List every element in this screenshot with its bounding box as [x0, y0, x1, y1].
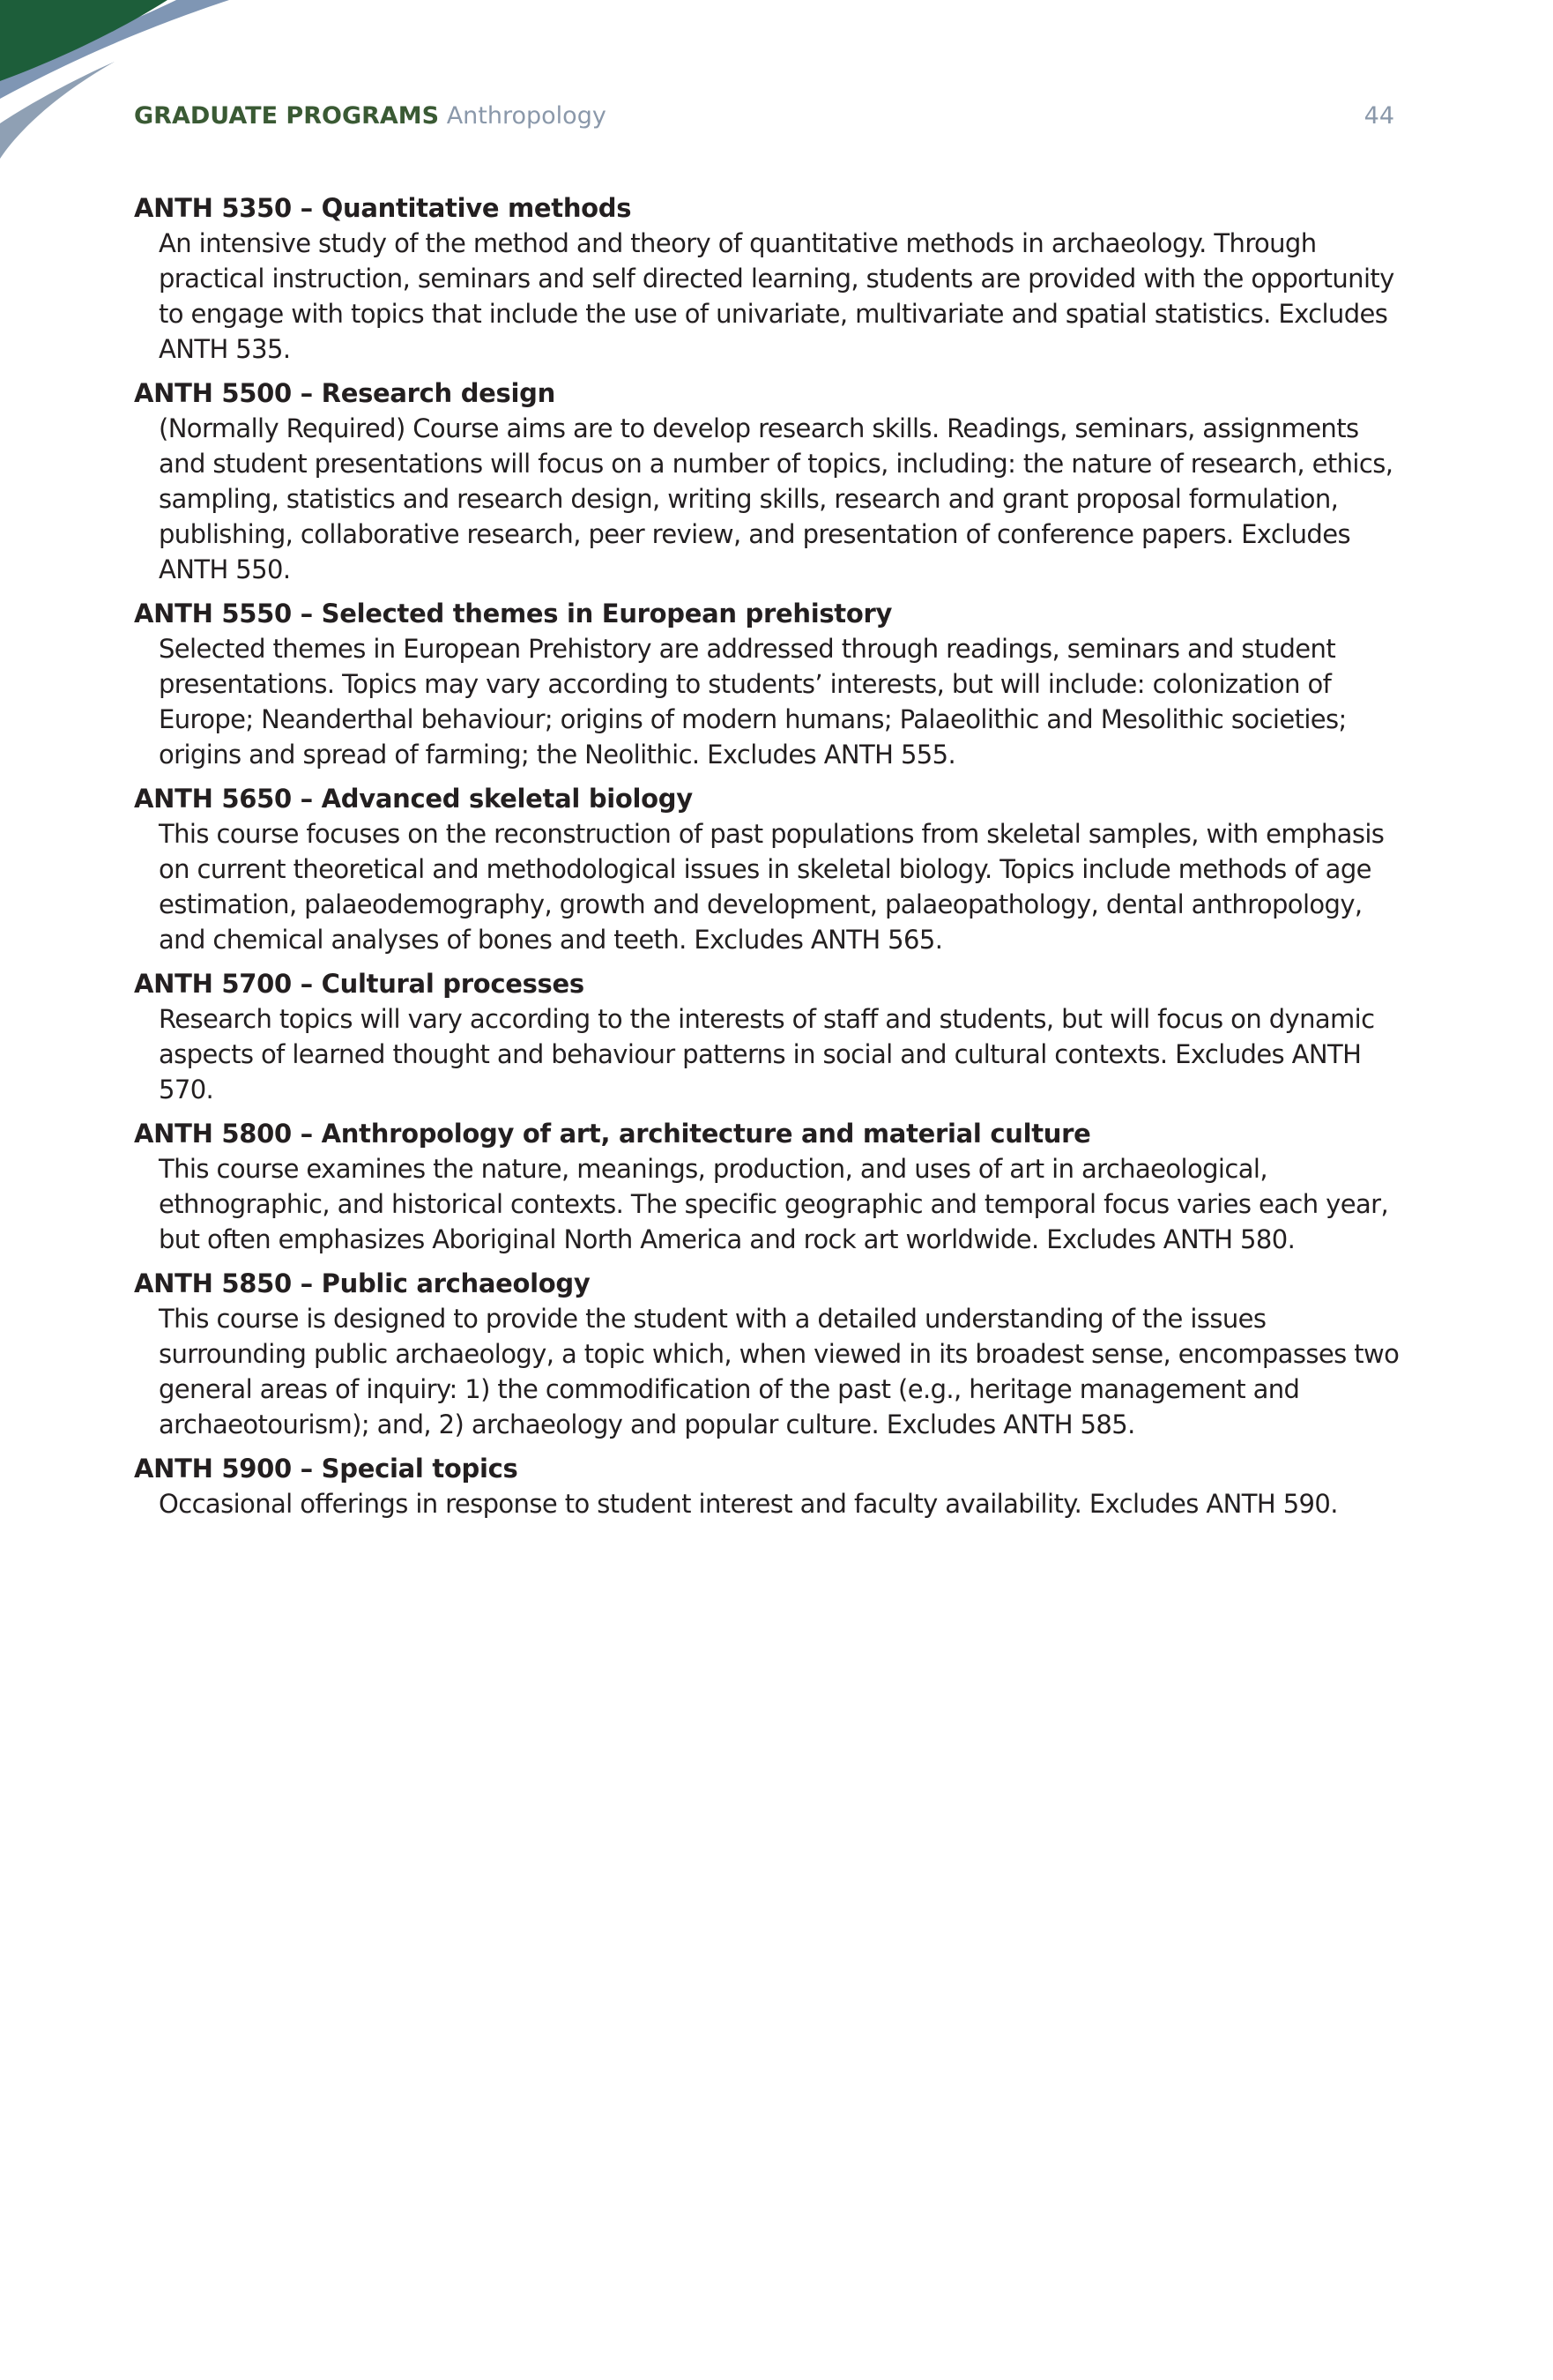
course-title: ANTH 5650 – Advanced skeletal biology [134, 784, 693, 814]
course-entry [134, 376, 1412, 587]
course-title: ANTH 5700 – Cultural processes [134, 969, 584, 999]
green-swoosh-shape [0, 0, 167, 81]
course-title: ANTH 5800 – Anthropology of art, architecture and material culture [134, 1119, 1091, 1149]
running-header [134, 97, 1394, 136]
course-entry [134, 781, 1412, 957]
course-entry [134, 966, 1412, 1107]
course-entry [134, 1116, 1412, 1257]
course-title: ANTH 5850 – Public archaeology [134, 1268, 591, 1298]
course-title: ANTH 5900 – Special topics [134, 1454, 518, 1484]
course-title: ANTH 5550 – Selected themes in European prehistory [134, 599, 893, 628]
header-section-label: GRADUATE PROGRAMS [134, 102, 440, 130]
course-description: (Normally Required) Course aims are to develop research skills. Readings, seminars, assignments and student presentations will focus on a number of topics, including: the nature of research, ethics, sampling, statistics and research design, writing skills, research and grant proposal formulation, publishing, collaborative research, peer review, and presentation of conference papers. Excludes ANTH 550. [159, 413, 1393, 584]
course-entry [134, 1451, 1412, 1521]
course-list [134, 190, 1412, 1530]
course-title: ANTH 5500 – Research design [134, 378, 555, 408]
course-description: Selected themes in European Prehistory are addressed through readings, seminars and student presentations. Topics may vary according to students’ interests, but will include: colonization of Europe; Neanderthal behaviour; origins of modern humans; Palaeolithic and Mesolithic societies; origins and spread of farming; the Neolithic. Excludes ANTH 555. [159, 634, 1347, 770]
course-entry [134, 596, 1412, 772]
course-entry [134, 190, 1412, 367]
course-description: This course examines the nature, meanings, production, and uses of art in archaeological, ethnographic, and historical contexts. The specific geographic and temporal focus varies each year, but often emphasizes Aboriginal North America and rock art worldwide. Excludes ANTH 580. [159, 1154, 1389, 1254]
header-subject-label: Anthropology [446, 102, 606, 130]
course-description: This course is designed to provide the student with a detailed understanding of the issues surrounding public archaeology, a topic which, when viewed in its broadest sense, encompasses two general areas of inquiry: 1) the commodification of the past (e.g., heritage management and archaeotourism); and, 2) archaeology and popular culture. Excludes ANTH 585. [159, 1304, 1400, 1439]
course-entry [134, 1266, 1412, 1442]
page-number: 44 [1364, 102, 1394, 130]
course-description: An intensive study of the method and theory of quantitative methods in archaeology. Through practical instruction, seminars and self directed learning, students are provided with the opportunity to engage with topics that include the use of univariate, multivariate and spatial statistics. Excludes ANTH 535. [159, 228, 1394, 364]
course-description: Research topics will vary according to the interests of staff and students, but will focus on dynamic aspects of learned thought and behaviour patterns in social and cultural contexts. Excludes ANTH 570. [159, 1004, 1375, 1104]
course-description: Occasional offerings in response to student interest and faculty availability. Excludes ANTH 590. [159, 1489, 1338, 1519]
course-description: This course focuses on the reconstruction of past populations from skeletal samples, with emphasis on current theoretical and methodological issues in skeletal biology. Topics include methods of age estimation, palaeodemography, growth and development, palaeopathology, dental anthropology, and chemical analyses of bones and teeth. Excludes ANTH 565. [159, 819, 1385, 955]
course-title: ANTH 5350 – Quantitative methods [134, 193, 632, 223]
